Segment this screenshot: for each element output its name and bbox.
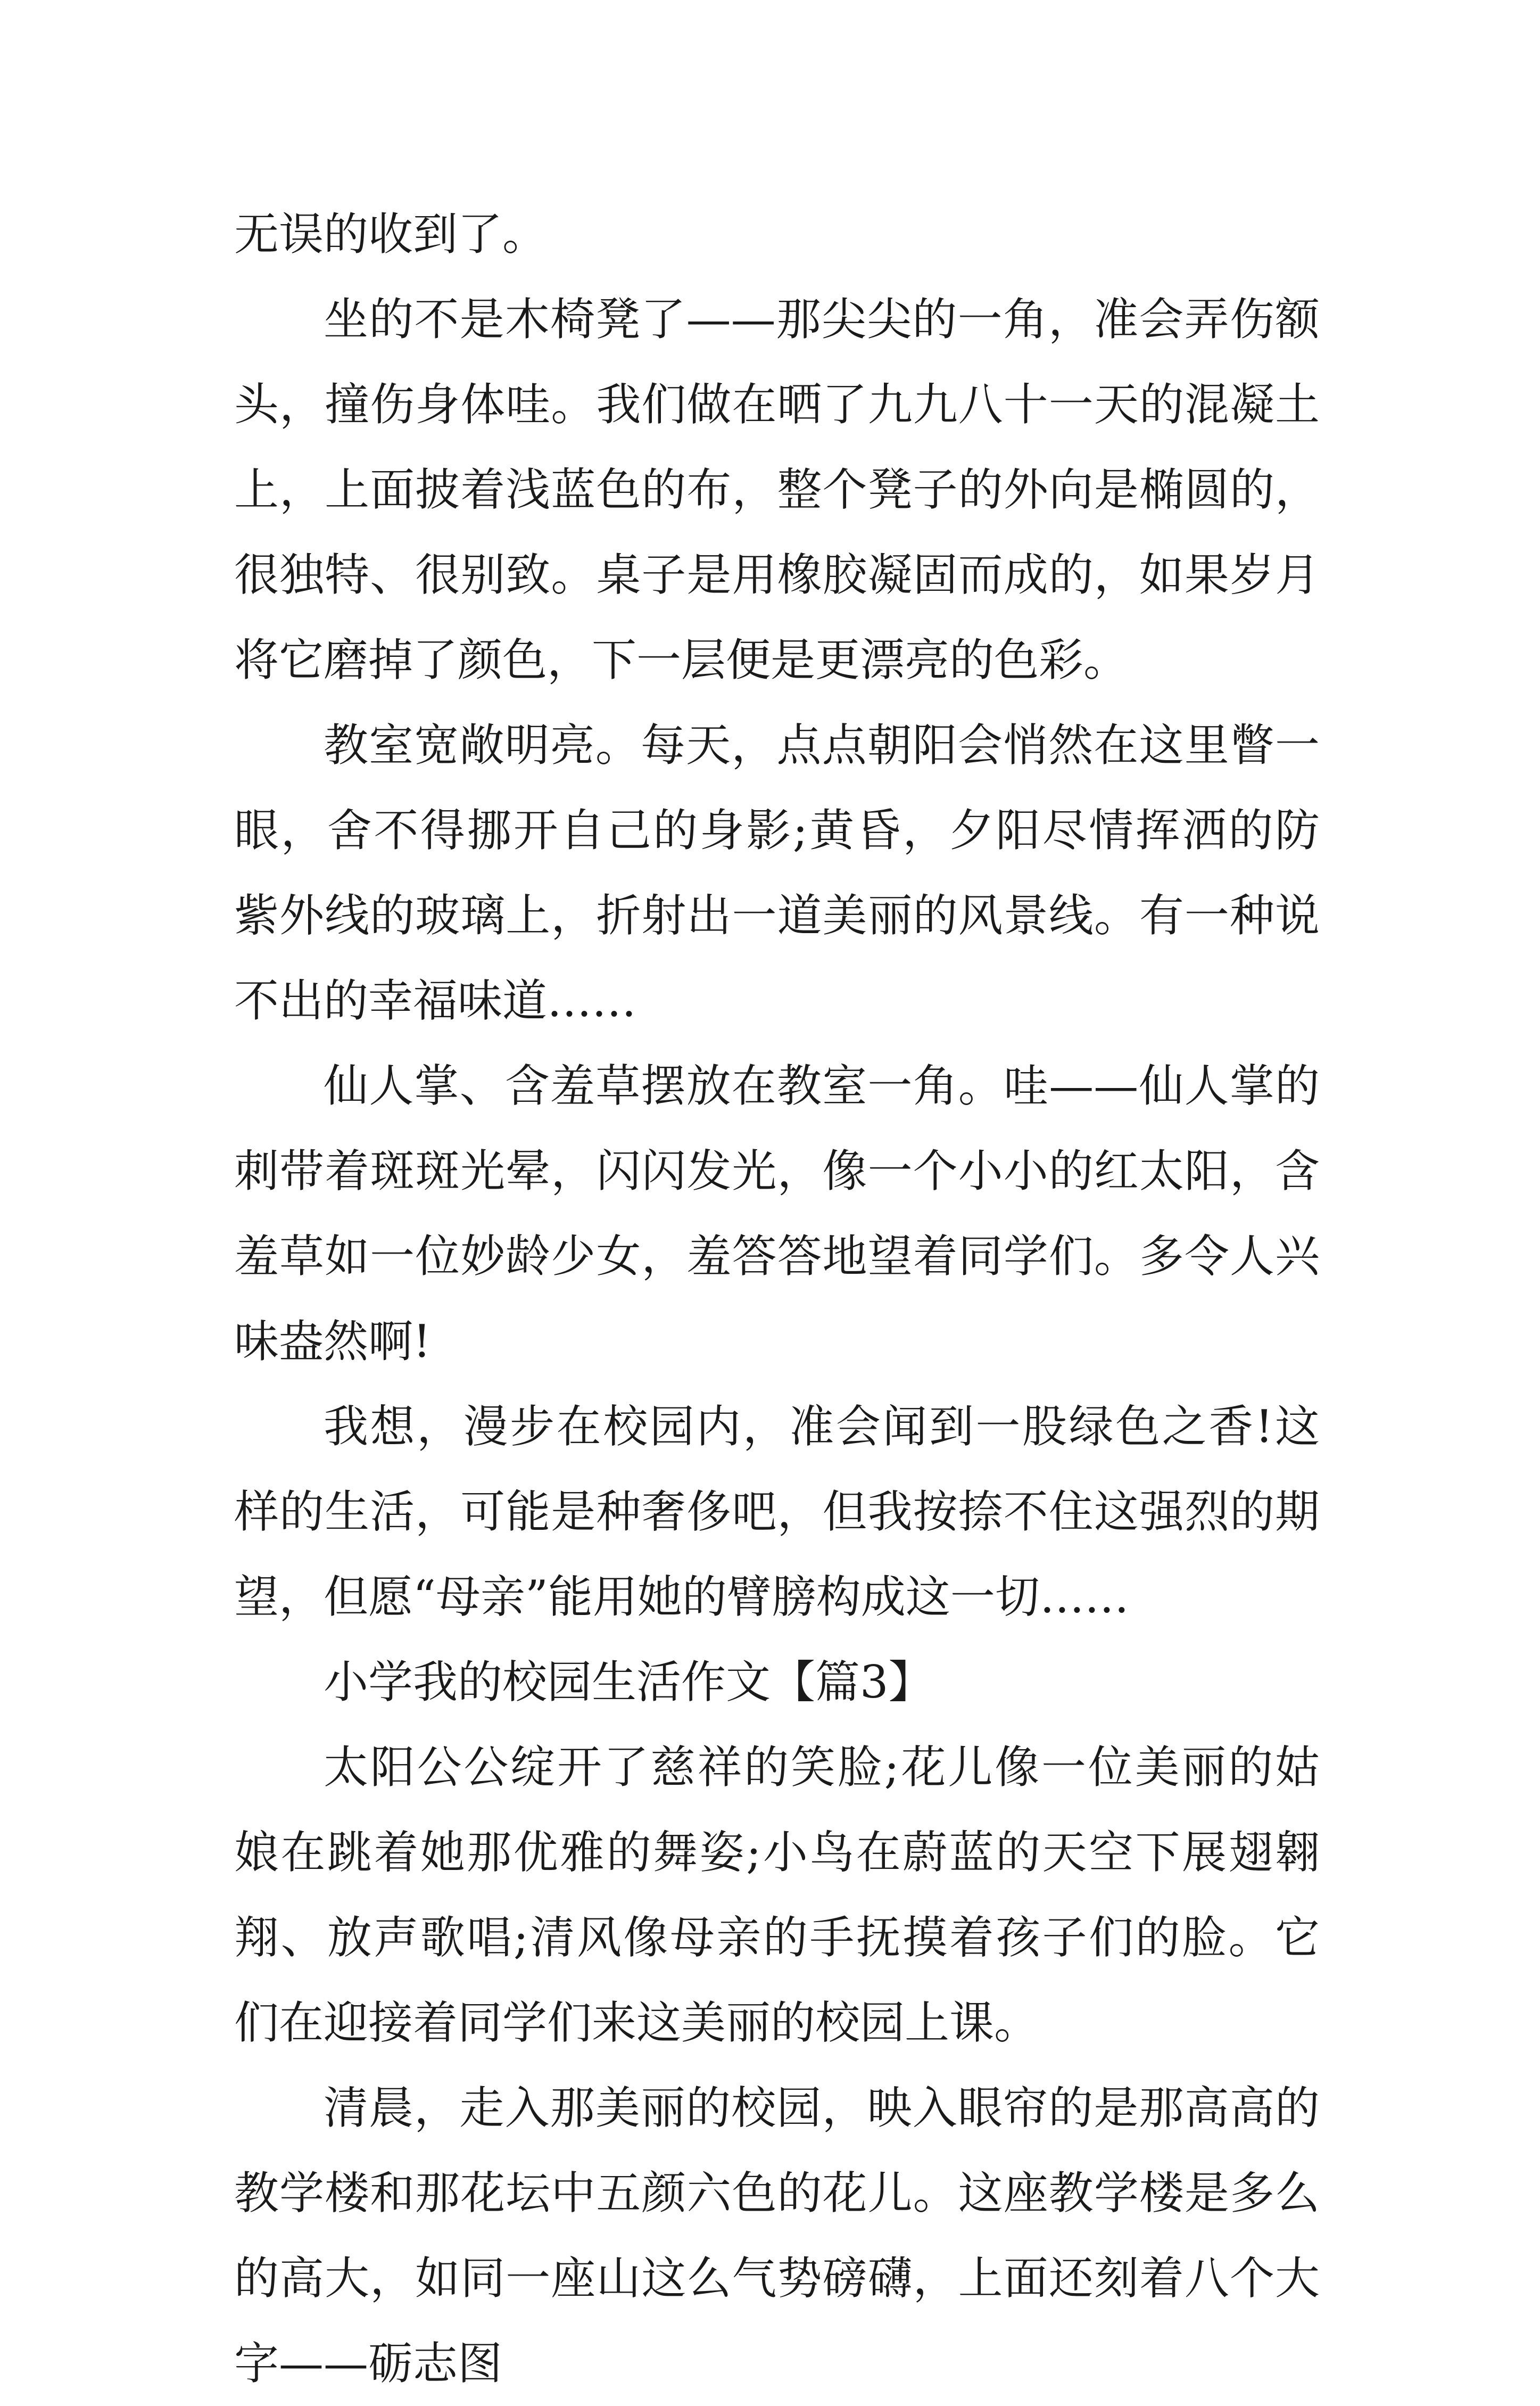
paragraph-5: 我想，漫步在校园内，准会闻到一股绿色之香!这样的生活，可能是种奢侈吧，但我按捺不住这强烈的期望，但愿“母亲”能用她的臂膀构成这一切……: [234, 1400, 1320, 1623]
paragraph-6: 太阳公公绽开了慈祥的笑脸;花儿像一位美丽的姑娘在跳着她那优雅的舞姿;小鸟在蔚蓝的天空下展翅翱翔、放声歌唱;清风像母亲的手抚摸着孩子们的脸。它们在迎接着同学们来这美丽的校园上课。: [234, 1741, 1320, 2049]
paragraph-1: 无误的收到了。: [234, 208, 548, 260]
section-heading: 小学我的校园生活作文【篇3】: [324, 1656, 933, 1708]
paragraph-2: 坐的不是木椅凳了——那尖尖的一角，准会弄伤额头，撞伤身体哇。我们做在晒了九九八十一天的混凝土上，上面披着浅蓝色的布，整个凳子的外向是椭圆的，很独特、很别致。桌子是用橡胶凝固而成的，如果岁月将它磨掉了颜色，下一层便是更漂亮的色彩。: [234, 293, 1320, 686]
paragraph-4: 仙人掌、含羞草摆放在教室一角。哇——仙人掌的刺带着斑斑光晕，闪闪发光，像一个小小的红太阳，含羞草如一位妙龄少女，羞答答地望着同学们。多令人兴味盎然啊!: [234, 1060, 1320, 1367]
paragraph-7: 清晨，走入那美丽的校园，映入眼帘的是那高高的教学楼和那花坛中五颜六色的花儿。这座教学楼是多么的高大，如同一座山这么气势磅礴，上面还刻着八个大字——砺志图: [234, 2082, 1320, 2389]
paragraph-3: 教室宽敞明亮。每天，点点朝阳会悄然在这里瞥一眼，舍不得挪开自己的身影;黄昏，夕阳尽情挥洒的防紫外线的玻璃上，折射出一道美丽的风景线。有一种说不出的幸福味道……: [234, 719, 1320, 1027]
document-body: [234, 192, 1320, 2406]
